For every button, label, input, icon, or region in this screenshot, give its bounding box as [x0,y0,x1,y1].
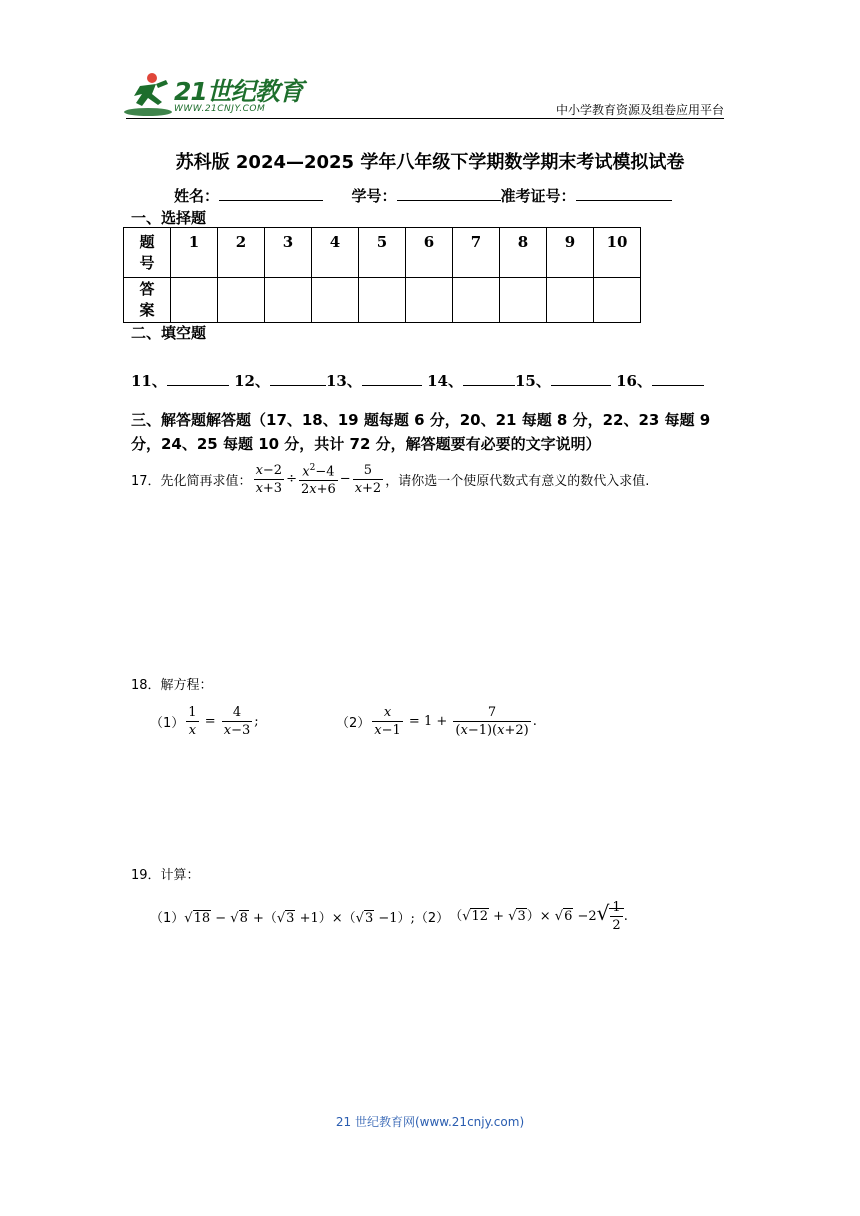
answer-cell[interactable] [594,278,641,323]
question-18 [131,674,213,693]
question-number: 9 [547,228,594,278]
answer-cell[interactable] [406,278,453,323]
student-id-label: 学号： [351,187,397,205]
question-number: 6 [406,228,453,278]
answer-cell[interactable] [547,278,594,323]
answer-cell[interactable] [453,278,500,323]
fill-blank[interactable] [270,372,326,386]
part-label: （1） [150,910,185,926]
question-number: 17． [131,473,161,489]
answer-cell[interactable] [500,278,547,323]
answer-cell[interactable] [218,278,265,323]
fill-blank-row [131,370,704,391]
part-label: （2） [336,715,371,731]
name-field[interactable] [219,186,323,201]
question-lead: 先化简再求值： [160,473,252,489]
answer-cell[interactable] [312,278,359,323]
question-number: 4 [312,228,359,278]
fill-item-label: 12、 [234,372,270,390]
question-number: 18． [131,678,161,693]
fill-blank[interactable] [167,372,229,386]
question-18-part-1 [150,701,259,741]
footer-link[interactable]: 21 世纪教育网(www.21cnjy.com) [335,1115,525,1129]
name-label: 姓名： [174,187,220,205]
formula-17: $\frac{x-2}{x+3}$ ÷ $\frac{x^2-4}{2x+6}$ − $\frac{5}{x+2}$ [252,460,386,498]
equation-18-1: $\frac{1}{x}$ = $\frac{4}{x-3}$ ; [188,704,259,738]
question-lead: 解方程： [160,678,213,693]
part-label: （1） [150,715,185,731]
question-17 [131,461,649,497]
fill-item-label: 13、 [325,372,362,390]
question-number: 3 [265,228,312,278]
platform-label: 中小学教育资源及组卷应用平台 [555,103,724,117]
question-number-row [124,228,641,278]
site-logo [122,70,302,122]
expression-19-2: （√12 + √3）× √6 −2√ $\frac{1}{2}$ . [449,899,628,933]
question-19-parts [150,898,628,934]
question-number: 1 [171,228,218,278]
fill-blank[interactable] [551,372,611,386]
question-number: 8 [500,228,547,278]
student-info-row [174,185,672,206]
question-number: 5 [359,228,406,278]
question-lead: 计算： [160,868,200,883]
question-tail: ，请你选一个使原代数式有意义的数代入求值. [385,473,650,489]
row-label-answer: 答案 [124,278,171,323]
question-number: 7 [453,228,500,278]
section-fill-heading: 二、填空题 [131,324,207,342]
section-choice-heading: 一、选择题 [131,209,207,227]
answer-table [123,227,641,323]
fill-item-label: 11、 [131,372,167,390]
row-label-question: 题号 [124,228,171,278]
question-19 [131,864,200,883]
runner-icon [122,72,174,118]
question-number: 10 [594,228,641,278]
exam-number-field[interactable] [576,186,672,201]
exam-title: 苏科版 2024—2025 学年八年级下学期数学期末考试模拟试卷 [175,152,685,173]
fill-blank[interactable] [652,372,704,386]
question-18-part-2 [336,701,537,741]
logo-url: WWW.21CNJY.COM [174,104,266,114]
part-label: （2） [414,910,450,926]
expression-19-1: √18 − √8 +（√3 +1）×（√3 −1）; [184,910,415,926]
fill-item-label: 16、 [616,372,652,390]
question-number: 2 [218,228,265,278]
answer-cell[interactable] [265,278,312,323]
header-divider [126,118,724,119]
answer-cell[interactable] [171,278,218,323]
student-id-field[interactable] [397,186,501,201]
logo-text: 21世纪教育 [174,77,303,106]
fill-blank[interactable] [362,372,422,386]
exam-number-label: 准考证号： [500,187,576,205]
answer-cell[interactable] [359,278,406,323]
fill-item-label: 15、 [514,372,551,390]
section-solve-heading: 三、解答题解答题（17、18、19 题每题 6 分，20、21 每题 8 分，22、23 每题 9 分，24、25 每题 10 分，共计 72 分，解答题要有必要的文字说明） [131,411,711,453]
question-number: 19． [131,868,161,883]
equation-18-2: $\frac{x}{x-1}$ = 1 + $\frac{7}{(x-1)(x+2)}$ . [374,704,537,738]
fill-blank[interactable] [463,372,515,386]
answer-row [124,278,641,323]
fill-item-label: 14、 [427,372,463,390]
